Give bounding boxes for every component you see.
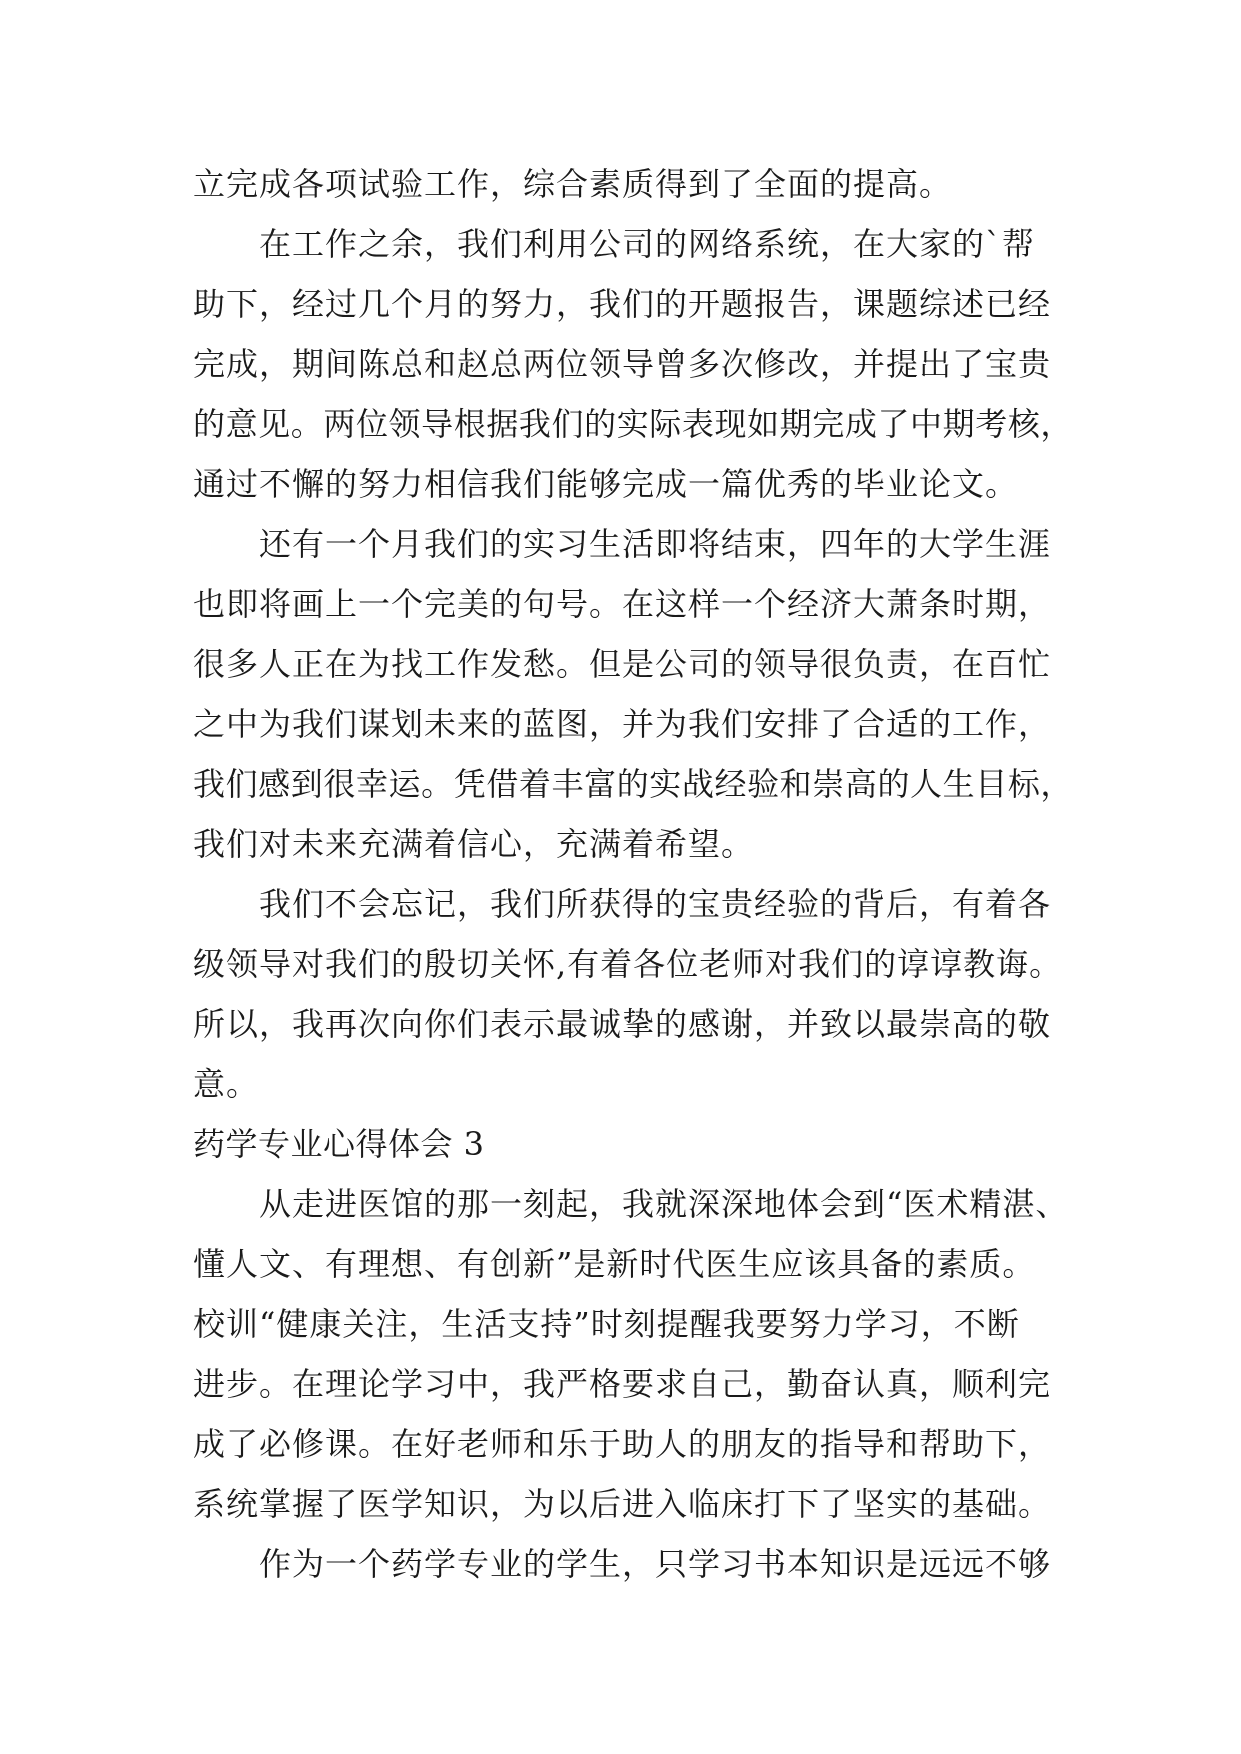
text-line: 的意见。两位领导根据我们的实际表现如期完成了中期考核， [193,405,1074,443]
text-line: 所以，我再次向你们表示最诚挚的感谢，并致以最崇高的敬 [193,1005,1052,1043]
text-line: 通过不懈的努力相信我们能够完成一篇优秀的毕业论文。 [193,465,1019,503]
document-body [193,154,1073,1594]
text-line: 在工作之余，我们利用公司的网络系统，在大家的`帮 [259,225,1036,263]
text-line: 从走进医馆的那一刻起，我就深深地体会到“医术精湛、 [259,1185,1069,1223]
text-line: 懂人文、有理想、有创新”是新时代医生应该具备的素质。 [193,1245,1036,1283]
text-line: 之中为我们谋划未来的蓝图，并为我们安排了合适的工作， [193,705,1052,743]
text-line: 还有一个月我们的实习生活即将结束，四年的大学生涯 [259,525,1052,563]
text-line: 我们不会忘记，我们所获得的宝贵经验的背后，有着各 [259,885,1052,923]
text-line: 系统掌握了医学知识，为以后进入临床打下了坚实的基础。 [193,1485,1052,1523]
text-line: 进步。在理论学习中，我严格要求自己，勤奋认真，顺利完 [193,1365,1052,1403]
text-line: 也即将画上一个完美的句号。在这样一个经济大萧条时期， [193,585,1052,623]
text-line: 助下，经过几个月的努力，我们的开题报告，课题综述已经 [193,285,1052,323]
text-line: 我们感到很幸运。凭借着丰富的实战经验和崇高的人生目标， [193,765,1074,803]
text-line: 立完成各项试验工作，综合素质得到了全面的提高。 [193,165,953,203]
text-line: 校训“健康关注，生活支持”时刻提醒我要努力学习，不断 [193,1305,1020,1343]
text-line: 级领导对我们的殷切关怀,有着各位老师对我们的谆谆教诲。 [193,945,1063,983]
text-line: 成了必修课。在好老师和乐于助人的朋友的指导和帮助下， [193,1425,1052,1463]
text-line: 我们对未来充满着信心，充满着希望。 [193,825,755,863]
text-line: 完成，期间陈总和赵总两位领导曾多次修改，并提出了宝贵 [193,345,1052,383]
text-line: 意。 [193,1065,260,1103]
text-line: 作为一个药学专业的学生，只学习书本知识是远远不够 [259,1545,1052,1583]
text-line: 很多人正在为找工作发愁。但是公司的领导很负责，在百忙 [193,645,1052,683]
section-heading: 药学专业心得体会 3 [193,1125,485,1163]
